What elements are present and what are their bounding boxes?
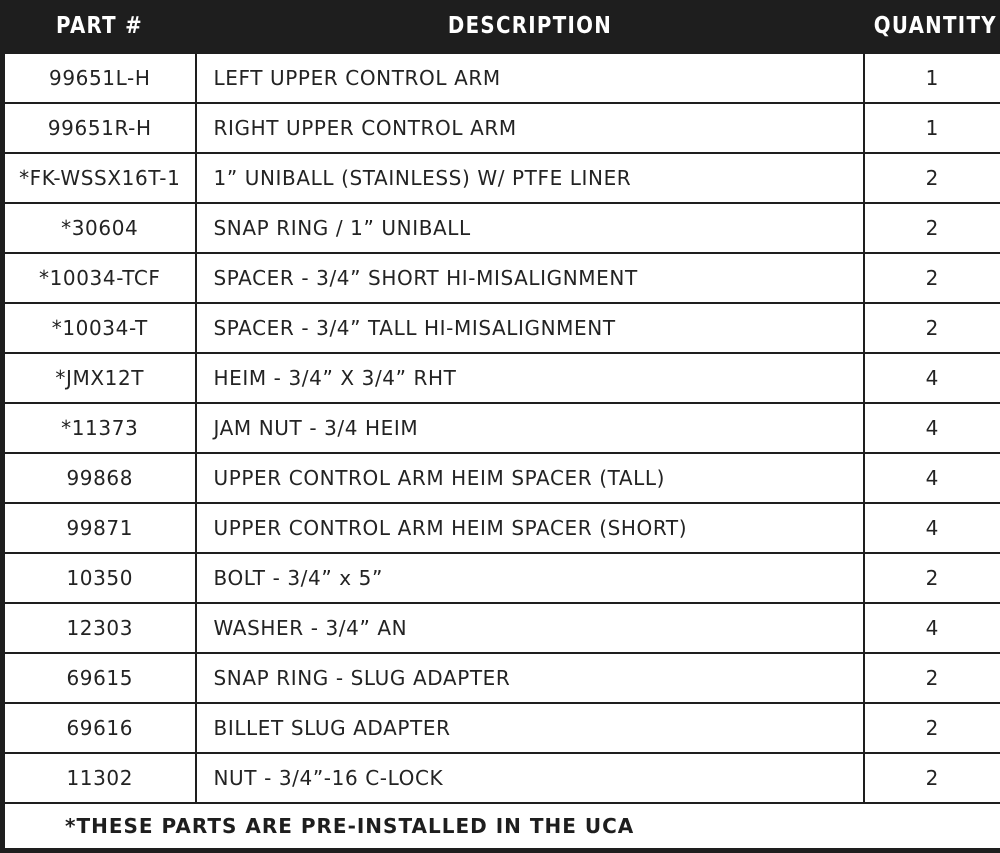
quantity-cell: 2 [864, 653, 1000, 703]
header-row [3, 0, 1000, 53]
footnote-row [3, 803, 1000, 851]
description-cell: BOLT - 3/4” x 5” [196, 553, 864, 603]
description-cell: SPACER - 3/4” TALL HI-MISALIGNMENT [196, 303, 864, 353]
table-row [3, 653, 1000, 703]
description-cell: UPPER CONTROL ARM HEIM SPACER (SHORT) [196, 503, 864, 553]
quantity-cell: 4 [864, 503, 1000, 553]
description-cell: HEIM - 3/4” X 3/4” RHT [196, 353, 864, 403]
part-number-cell: *JMX12T [3, 353, 196, 403]
quantity-cell: 2 [864, 703, 1000, 753]
table-row [3, 253, 1000, 303]
table-row [3, 53, 1000, 103]
part-number-cell: *30604 [3, 203, 196, 253]
description-cell: BILLET SLUG ADAPTER [196, 703, 864, 753]
part-number-cell: *10034-T [3, 303, 196, 353]
table-row [3, 103, 1000, 153]
quantity-cell: 4 [864, 453, 1000, 503]
table-row [3, 153, 1000, 203]
description-cell: LEFT UPPER CONTROL ARM [196, 53, 864, 103]
footnote-text: *THESE PARTS ARE PRE-INSTALLED IN THE UCA [3, 803, 1000, 851]
part-number-cell: 99871 [3, 503, 196, 553]
quantity-cell: 4 [864, 403, 1000, 453]
description-cell: NUT - 3/4”-16 C-LOCK [196, 753, 864, 803]
part-number-cell: 12303 [3, 603, 196, 653]
quantity-cell: 2 [864, 553, 1000, 603]
table-body [3, 53, 1000, 803]
description-cell: JAM NUT - 3/4 HEIM [196, 403, 864, 453]
part-number-cell: 99868 [3, 453, 196, 503]
description-cell: UPPER CONTROL ARM HEIM SPACER (TALL) [196, 453, 864, 503]
table-header [3, 0, 1000, 53]
quantity-cell: 2 [864, 753, 1000, 803]
description-cell: 1” UNIBALL (STAINLESS) W/ PTFE LINER [196, 153, 864, 203]
quantity-cell: 1 [864, 53, 1000, 103]
part-number-cell: 99651L-H [3, 53, 196, 103]
table-row [3, 303, 1000, 353]
part-number-cell: 10350 [3, 553, 196, 603]
part-number-cell: 69615 [3, 653, 196, 703]
quantity-cell: 4 [864, 603, 1000, 653]
description-cell: SNAP RING - SLUG ADAPTER [196, 653, 864, 703]
quantity-cell: 2 [864, 253, 1000, 303]
quantity-cell: 2 [864, 203, 1000, 253]
table-row [3, 753, 1000, 803]
quantity-cell: 2 [864, 303, 1000, 353]
description-cell: WASHER - 3/4” AN [196, 603, 864, 653]
part-number-cell: *11373 [3, 403, 196, 453]
quantity-cell: 2 [864, 153, 1000, 203]
part-number-cell: 69616 [3, 703, 196, 753]
table-row [3, 403, 1000, 453]
description-cell: SPACER - 3/4” SHORT HI-MISALIGNMENT [196, 253, 864, 303]
part-number-cell: 11302 [3, 753, 196, 803]
quantity-cell: 4 [864, 353, 1000, 403]
header-quantity: QUANTITY [873, 0, 993, 53]
header-part-number: PART # [16, 0, 182, 53]
part-number-cell: 99651R-H [3, 103, 196, 153]
table-row [3, 503, 1000, 553]
table-row [3, 453, 1000, 503]
part-number-cell: *10034-TCF [3, 253, 196, 303]
table-row [3, 353, 1000, 403]
description-cell: SNAP RING / 1” UNIBALL [196, 203, 864, 253]
part-number-cell: *FK-WSSX16T-1 [3, 153, 196, 203]
quantity-cell: 1 [864, 103, 1000, 153]
table-row [3, 603, 1000, 653]
header-description: DESCRIPTION [242, 0, 816, 53]
table-footer [3, 803, 1000, 851]
table-row [3, 203, 1000, 253]
table-row [3, 703, 1000, 753]
description-cell: RIGHT UPPER CONTROL ARM [196, 103, 864, 153]
table-row [3, 553, 1000, 603]
